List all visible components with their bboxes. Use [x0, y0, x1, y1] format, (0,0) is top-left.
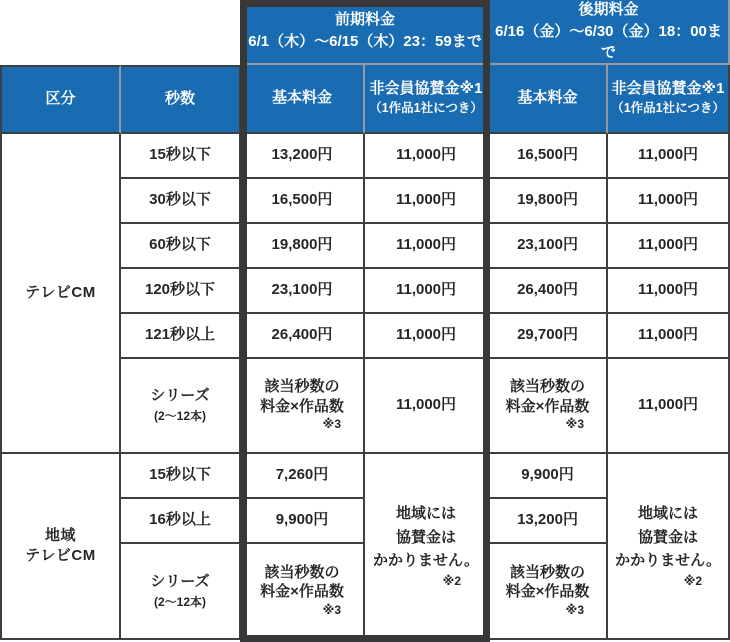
fee-cell: 23,100円 — [241, 269, 365, 314]
formula-note: ※3 — [322, 417, 341, 432]
formula-line1: 該当秒数の — [510, 563, 586, 581]
nonmember-header-line1: 非会員協賛金※1 — [369, 80, 483, 98]
fee-cell: 16,500円 — [489, 134, 608, 179]
series-count: (2～12本) — [153, 409, 206, 424]
fee-cell: 19,800円 — [489, 179, 608, 224]
fee-cell: 11,000円 — [608, 269, 730, 314]
late-period-title: 後期料金 — [578, 1, 639, 18]
early-period-title: 前期料金 — [335, 11, 396, 29]
formula-line2: 料金×作品数 — [260, 397, 344, 415]
category-cell-regional — [0, 454, 121, 640]
note-line1: 地域には — [396, 505, 457, 523]
regional-category-line2: テレビCM — [25, 546, 96, 564]
seconds-cell-series — [121, 544, 241, 640]
fee-cell: 11,000円 — [608, 134, 730, 179]
nonmember-note-cell-early — [365, 454, 489, 640]
fee-cell: 26,400円 — [489, 269, 608, 314]
fee-cell: 11,000円 — [608, 359, 730, 454]
col-header-seconds: 秒数 — [121, 65, 241, 134]
fee-cell: 13,200円 — [241, 134, 365, 179]
note-line3: かかりません。 — [373, 551, 479, 569]
formula-line1: 該当秒数の — [264, 378, 340, 396]
nonmember-note-text — [365, 502, 487, 572]
seconds-cell: 15秒以下 — [121, 454, 241, 499]
note-line1: 地域には — [638, 505, 699, 523]
fee-cell: 11,000円 — [365, 314, 489, 359]
nonmember-header-line1: 非会員協賛金※1 — [611, 80, 725, 98]
fee-cell: 11,000円 — [365, 224, 489, 269]
row-tvcm-15s — [0, 134, 730, 179]
seconds-cell: 60秒以下 — [121, 224, 241, 269]
seconds-cell: 120秒以下 — [121, 269, 241, 314]
note-ref: ※2 — [442, 574, 462, 589]
empty-corner — [0, 0, 241, 65]
fee-cell: 11,000円 — [365, 269, 489, 314]
formula-cell-late — [489, 359, 608, 454]
note-line2: 協賛金は — [638, 528, 699, 546]
seconds-cell: 30秒以下 — [121, 179, 241, 224]
period-band-row — [0, 0, 730, 65]
formula-line2: 料金×作品数 — [505, 583, 590, 601]
formula-line1: 該当秒数の — [264, 563, 340, 581]
fee-cell: 11,000円 — [608, 179, 730, 224]
column-header-row — [0, 65, 730, 134]
fee-cell: 11,000円 — [365, 359, 489, 454]
fee-cell: 11,000円 — [608, 314, 730, 359]
fee-cell: 23,100円 — [489, 224, 608, 269]
fee-cell: 19,800円 — [241, 224, 365, 269]
fee-cell: 11,000円 — [365, 134, 489, 179]
col-header-nonmember-fee-late — [608, 65, 730, 134]
formula-cell-early — [241, 359, 365, 454]
fee-cell: 26,400円 — [241, 314, 365, 359]
note-line3: かかりません。 — [615, 551, 721, 569]
fee-cell: 11,000円 — [365, 179, 489, 224]
col-header-category: 区分 — [0, 65, 121, 134]
early-period-dates: 6/1（木）～6/15（木）23：59まで — [248, 33, 482, 51]
period-header-early — [241, 0, 489, 65]
seconds-cell-series — [121, 359, 241, 454]
nonmember-header-line2: （1作品1社につき） — [611, 101, 725, 116]
formula-line1: 該当秒数の — [510, 378, 586, 396]
row-regional-15s — [0, 454, 730, 499]
formula-cell-early — [241, 544, 365, 640]
regional-category-line1: 地域 — [44, 526, 76, 544]
col-header-basic-fee-late: 基本料金 — [489, 65, 608, 134]
formula-line2: 料金×作品数 — [505, 397, 590, 415]
series-label: シリーズ — [150, 572, 210, 590]
fee-cell: 13,200円 — [489, 499, 608, 544]
nonmember-note-cell-late — [608, 454, 730, 640]
col-header-nonmember-fee-early — [365, 65, 489, 134]
fee-cell: 16,500円 — [241, 179, 365, 224]
period-header-late — [489, 0, 730, 65]
category-cell-tvcm: テレビCM — [0, 134, 121, 454]
formula-note: ※3 — [565, 602, 585, 617]
late-period-dates: 6/16（金）～6/30（金）18：00まで — [495, 23, 722, 61]
col-header-basic-fee-early: 基本料金 — [241, 65, 365, 134]
formula-line2: 料金×作品数 — [260, 583, 344, 601]
series-label: シリーズ — [150, 387, 210, 405]
formula-note: ※3 — [565, 417, 585, 432]
series-count: (2～12本) — [153, 594, 206, 609]
fee-cell: 7,260円 — [241, 454, 365, 499]
fee-cell: 9,900円 — [489, 454, 608, 499]
formula-cell-late — [489, 544, 608, 640]
fee-cell: 9,900円 — [241, 499, 365, 544]
fee-cell: 29,700円 — [489, 314, 608, 359]
formula-note: ※3 — [322, 602, 341, 617]
nonmember-note-text — [608, 502, 728, 572]
note-ref: ※2 — [683, 574, 703, 589]
nonmember-header-line2: （1作品1社につき） — [369, 101, 483, 116]
seconds-cell: 121秒以上 — [121, 314, 241, 359]
note-line2: 協賛金は — [396, 528, 457, 546]
seconds-cell: 15秒以下 — [121, 134, 241, 179]
seconds-cell: 16秒以上 — [121, 499, 241, 544]
fee-cell: 11,000円 — [608, 224, 730, 269]
